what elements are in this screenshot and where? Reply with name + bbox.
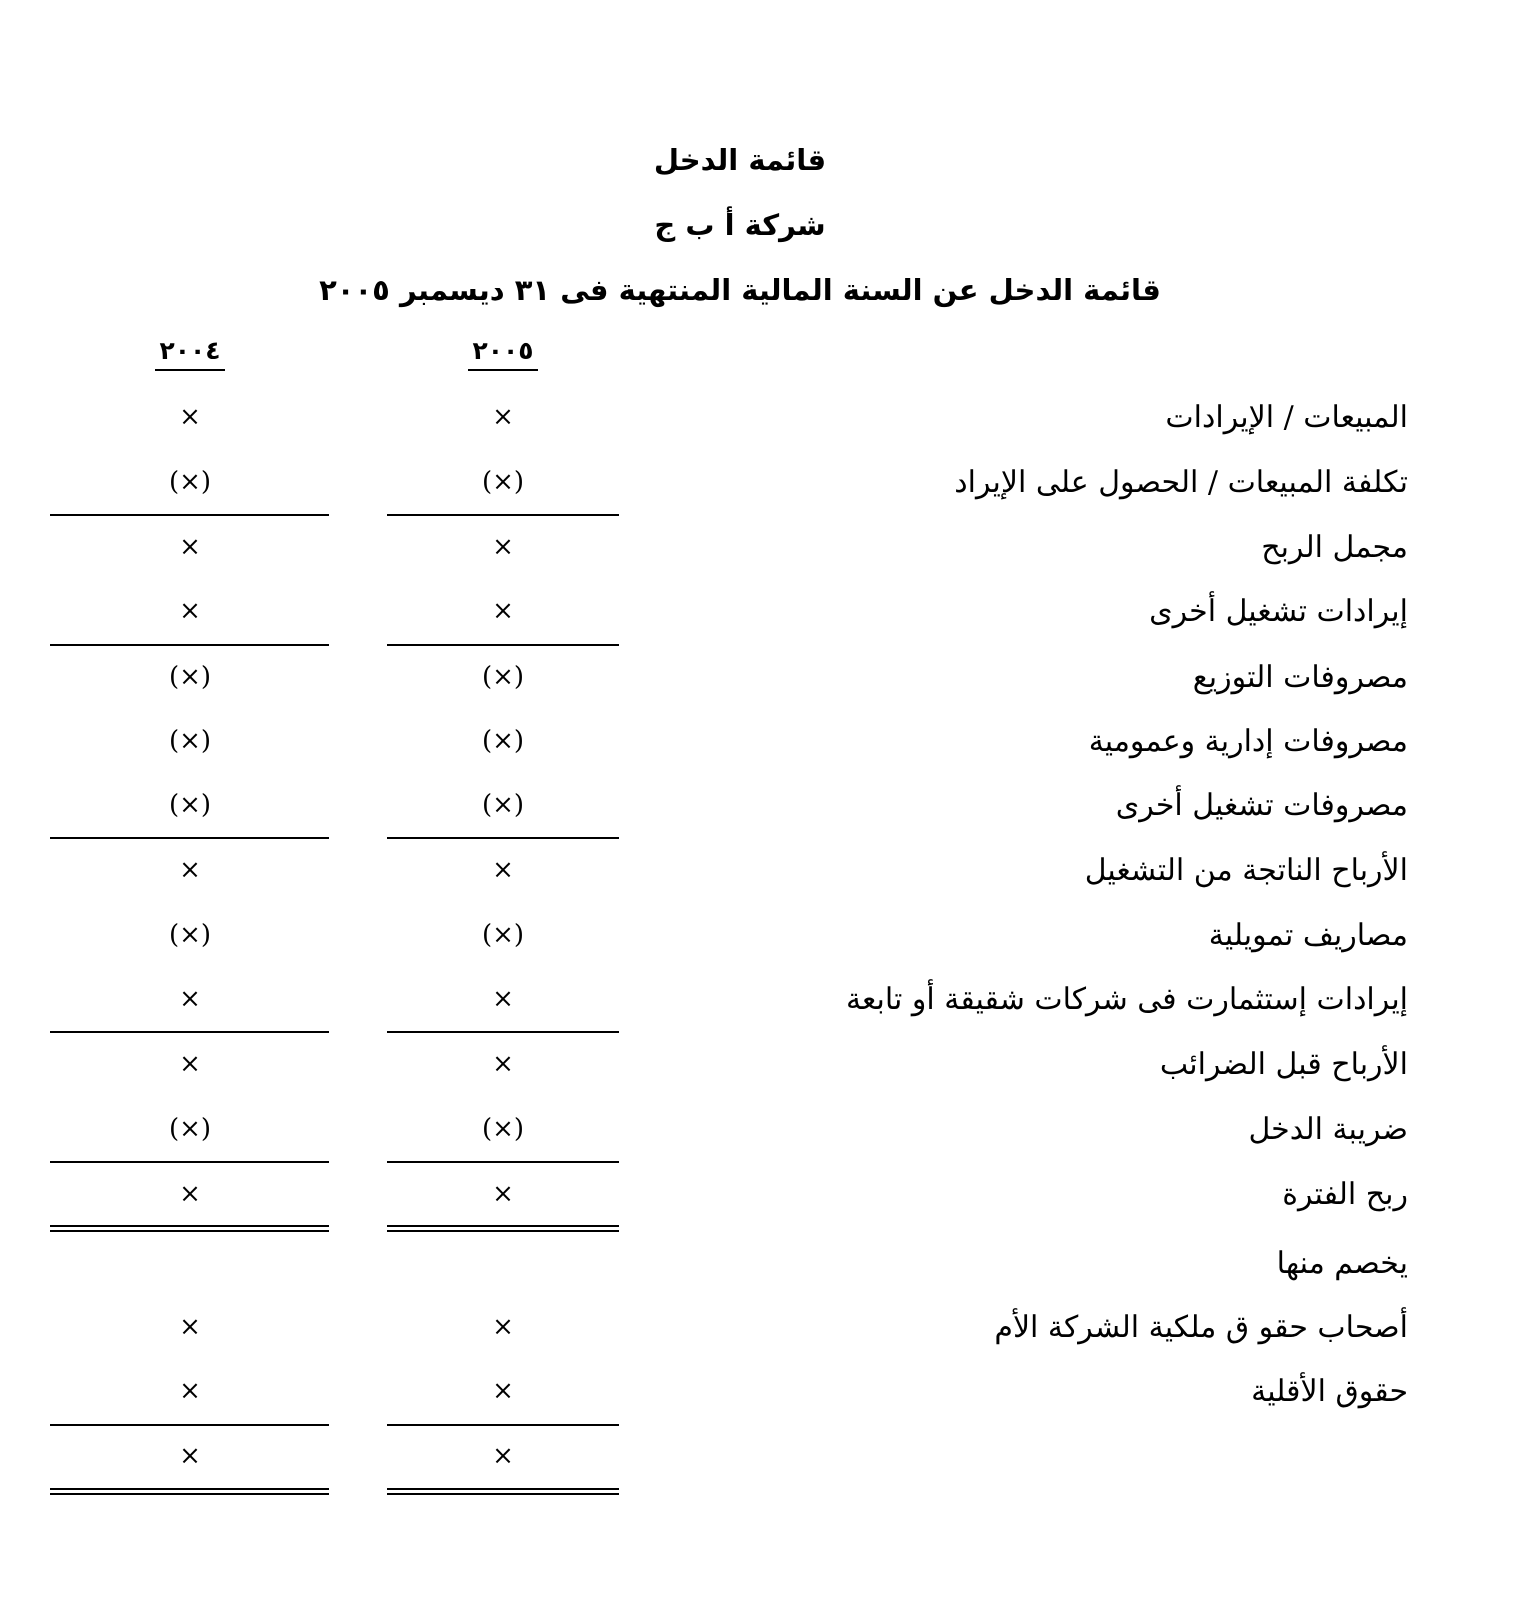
row-label-finance-costs: مصاريف تمويلية <box>1208 918 1408 953</box>
row-value-2004: × <box>179 532 201 562</box>
subtotal-rule <box>50 1161 329 1163</box>
row-label-operating-profit: الأرباح الناتجة من التشغيل <box>1084 853 1408 888</box>
row-value-2005: × <box>492 1312 514 1342</box>
row-label-attributable-to: يخصم منها <box>1276 1246 1408 1281</box>
row-value-2005: × <box>492 402 514 432</box>
row-value-2004: × <box>179 596 201 626</box>
row-label-cost-of-sales: تكلفة المبيعات / الحصول على الإيراد <box>954 465 1408 500</box>
subtotal-rule <box>387 514 619 516</box>
row-value-2005: × <box>492 855 514 885</box>
statement-title: قائمة الدخل <box>653 143 827 177</box>
year-2005-header <box>443 336 563 371</box>
row-value-2004: (×) <box>168 467 212 497</box>
row-value-2004: (×) <box>168 1114 212 1144</box>
row-value-2004: × <box>179 1049 201 1079</box>
subtotal-rule <box>50 644 329 646</box>
total-double-rule <box>50 1225 329 1232</box>
total-value-2004: × <box>179 1441 201 1471</box>
row-label-profit-before-tax: الأرباح قبل الضرائب <box>1159 1047 1408 1082</box>
year-2004-header <box>130 336 250 371</box>
row-label-minority-interests: حقوق الأقلية <box>1251 1374 1408 1409</box>
row-value-2005: × <box>492 596 514 626</box>
subtotal-rule <box>387 1031 619 1033</box>
subtotal-rule <box>50 514 329 516</box>
total-double-rule <box>50 1488 329 1495</box>
row-label-other-operating-income: إيرادات تشغيل أخرى <box>1149 594 1408 629</box>
row-value-2004: × <box>179 1376 201 1406</box>
row-value-2005: (×) <box>481 920 525 950</box>
row-value-2004: × <box>179 1179 201 1209</box>
row-value-2005: (×) <box>481 662 525 692</box>
subtotal-rule <box>50 1424 329 1426</box>
total-value-2005: × <box>492 1441 514 1471</box>
row-label-other-operating-expenses: مصروفات تشغيل أخرى <box>1115 788 1408 823</box>
row-value-2004: (×) <box>168 726 212 756</box>
total-double-rule <box>387 1225 619 1232</box>
row-value-2004: × <box>179 855 201 885</box>
subtotal-rule <box>50 837 329 839</box>
company-name: شركة أ ب ج <box>654 208 826 242</box>
subtotal-rule <box>387 1424 619 1426</box>
row-value-2005: × <box>492 1376 514 1406</box>
year-2004-label: ٢٠٠٤ <box>155 336 224 371</box>
row-value-2004: × <box>179 984 201 1014</box>
row-label-sales: المبيعات / الإيرادات <box>1165 400 1408 435</box>
row-value-2005: (×) <box>481 1114 525 1144</box>
subtotal-rule <box>50 1031 329 1033</box>
row-value-2005: (×) <box>481 467 525 497</box>
row-label-profit-for-period: ربح الفترة <box>1282 1177 1408 1212</box>
row-value-2004: × <box>179 1312 201 1342</box>
row-value-2004: (×) <box>168 662 212 692</box>
row-value-2005: (×) <box>481 790 525 820</box>
subtotal-rule <box>387 644 619 646</box>
year-2005-label: ٢٠٠٥ <box>468 336 537 371</box>
row-value-2005: × <box>492 1049 514 1079</box>
row-label-income-tax: ضريبة الدخل <box>1248 1112 1408 1147</box>
row-value-2005: × <box>492 984 514 1014</box>
row-label-investment-income: إيرادات إستثمارت فى شركات شقيقة أو تابعة <box>845 982 1408 1017</box>
row-label-distribution-expenses: مصروفات التوزيع <box>1192 660 1408 695</box>
row-value-2005: (×) <box>481 726 525 756</box>
period-subtitle: قائمة الدخل عن السنة المالية المنتهية فى ٣١ ديسمبر ٢٠٠٥ <box>319 273 1161 307</box>
row-value-2004: (×) <box>168 790 212 820</box>
row-label-admin-expenses: مصروفات إدارية وعمومية <box>1088 724 1408 759</box>
total-double-rule <box>387 1488 619 1495</box>
subtotal-rule <box>387 1161 619 1163</box>
row-value-2005: × <box>492 1179 514 1209</box>
row-label-gross-profit: مجمل الربح <box>1261 530 1408 565</box>
subtotal-rule <box>387 837 619 839</box>
row-value-2005: × <box>492 532 514 562</box>
row-value-2004: (×) <box>168 920 212 950</box>
row-value-2004: × <box>179 402 201 432</box>
row-label-parent-equity-holders: أصحاب حقو ق ملكية الشركة الأم <box>994 1310 1408 1345</box>
